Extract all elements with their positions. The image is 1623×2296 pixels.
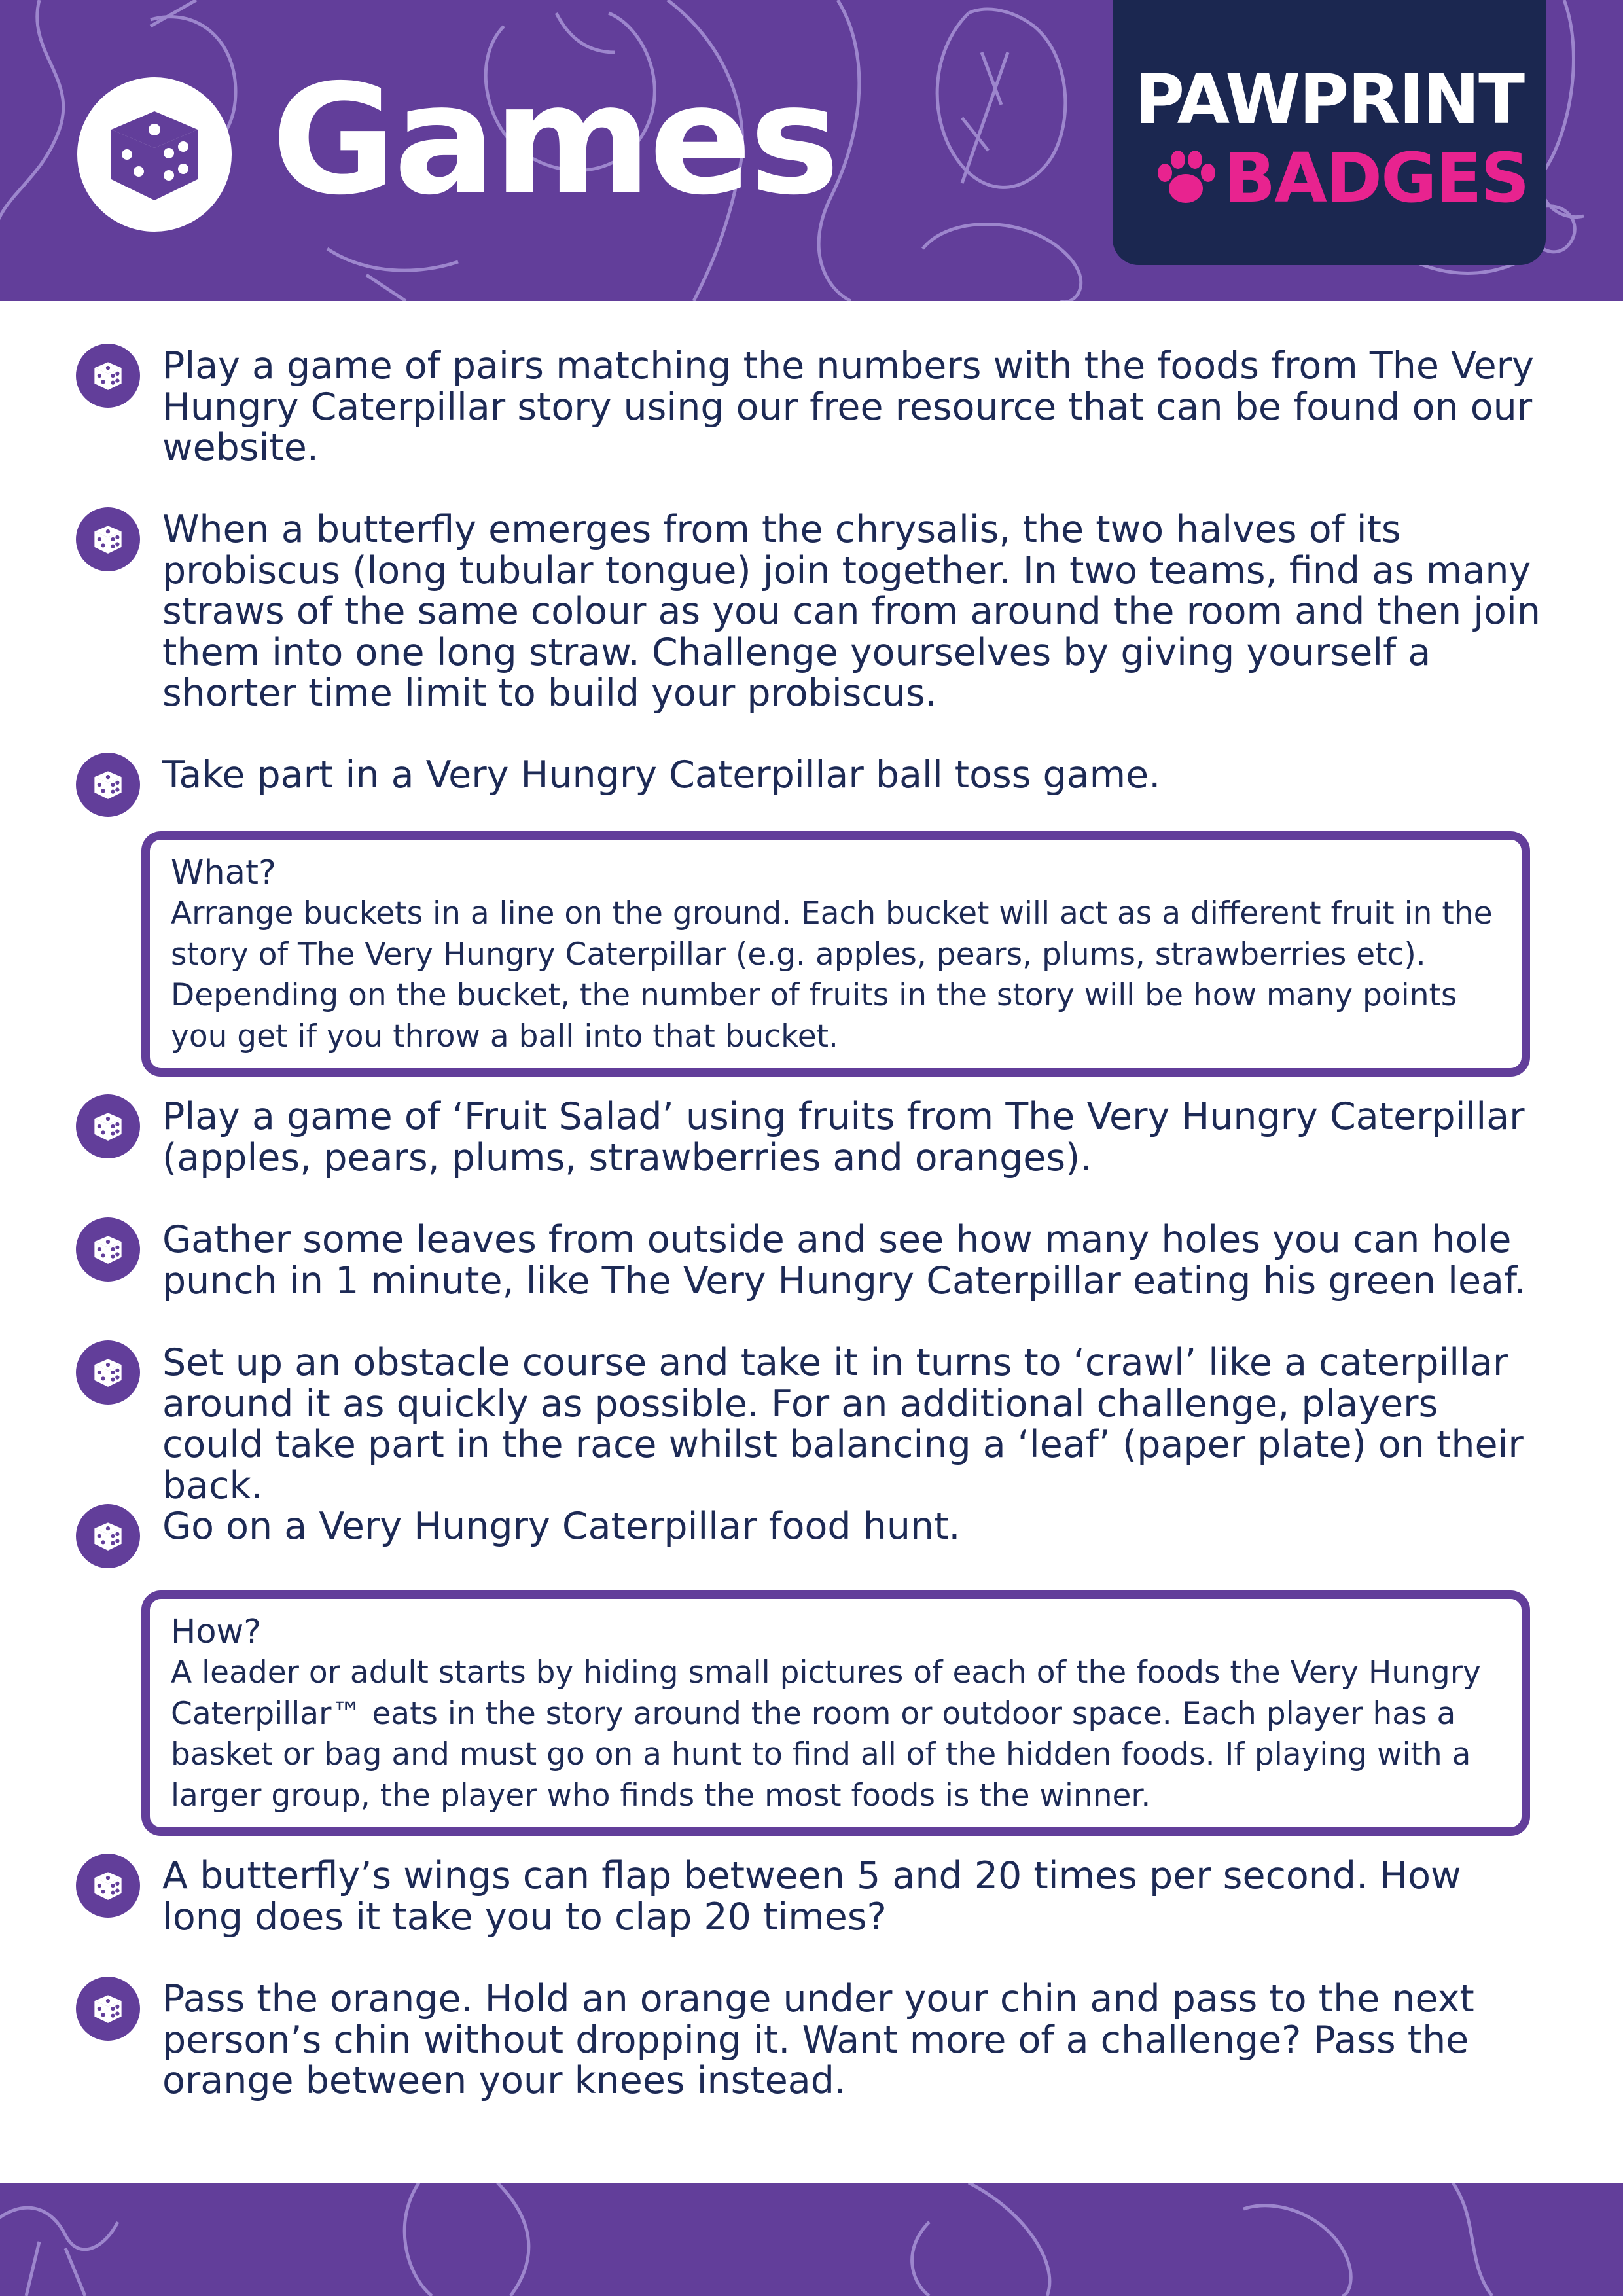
paw-icon [1152, 145, 1217, 211]
item-text: Play a game of ‘Fruit Salad’ using fruits from The Very Hungry Caterpillar (apples, pears, plums, strawberries and oranges). [162, 1095, 1525, 1179]
box-body: A leader or adult starts by hiding small pictures of each of the foods the Very Hungry Caterpillar™ eats in the story around the room or outdoor space. Each player has a basket or bag and must go on a hunt to find all of the hidden foods. If playing with a larger group, the player who finds the most foods is the winner. [171, 1655, 1481, 1814]
item-text: Take part in a Very Hungry Caterpillar ball toss game. [162, 753, 1161, 797]
dice-icon [76, 1504, 140, 1568]
header-banner [0, 0, 1623, 301]
info-box-what [141, 831, 1530, 1077]
fruit-outline-decoration [0, 2183, 1623, 2296]
brand-logo [1113, 0, 1546, 265]
dice-icon [76, 1854, 140, 1918]
info-box-how [141, 1590, 1530, 1836]
dice-icon [76, 1094, 140, 1158]
dice-icon [76, 1977, 140, 2041]
logo-line2: BADGES [1224, 138, 1529, 218]
item-text: Pass the orange. Hold an orange under your chin and pass to the next person’s chin without dropping it. Want more of a challenge? Pass the orange between your knees instead. [162, 1977, 1474, 2102]
box-body: Arrange buckets in a line on the ground. Each bucket will act as a different fruit in the story of The Very Hungry Caterpillar (e.g. apples, pears, plums, strawberries etc). Depending on the bucket, the number of fruits in the story will be how many points you get if you throw a ball into that bucket. [171, 895, 1493, 1054]
logo-line1: PAWPRINT [1134, 60, 1524, 139]
item-text: Go on a Very Hungry Caterpillar food hunt. [162, 1505, 961, 1548]
item-text: Play a game of pairs matching the numbers with the foods from The Very Hungry Caterpillar story using our free resource that can be found on our website. [162, 344, 1534, 469]
footer-banner [0, 2183, 1623, 2296]
item-text: A butterfly’s wings can flap between 5 and 20 times per second. How long does it take you to clap 20 times? [162, 1854, 1461, 1939]
item-text: Gather some leaves from outside and see how many holes you can hole punch in 1 minute, like The Very Hungry Caterpillar eating his green leaf. [162, 1218, 1526, 1302]
dice-icon [76, 753, 140, 817]
dice-icon [76, 1217, 140, 1282]
dice-icon [76, 344, 140, 408]
item-text: When a butterfly emerges from the chrysalis, the two halves of its probiscus (long tubular tongue) join together. In two teams, find as many straws of the same colour as you can from around the room and then join them into one long straw. Challenge yourselves by giving yourself a shorter time limit to build your probiscus. [162, 508, 1541, 715]
box-heading: What? [171, 853, 277, 892]
item-text: Set up an obstacle course and take it in turns to ‘crawl’ like a caterpillar around it as quickly as possible. For an additional challenge, players could take part in the race whilst balancing a ‘leaf’ (paper plate) on their back. [162, 1341, 1524, 1507]
dice-icon [76, 507, 140, 571]
dice-icon [77, 77, 232, 232]
page-title: Games [272, 52, 838, 228]
box-heading: How? [171, 1613, 262, 1651]
dice-icon [76, 1340, 140, 1405]
